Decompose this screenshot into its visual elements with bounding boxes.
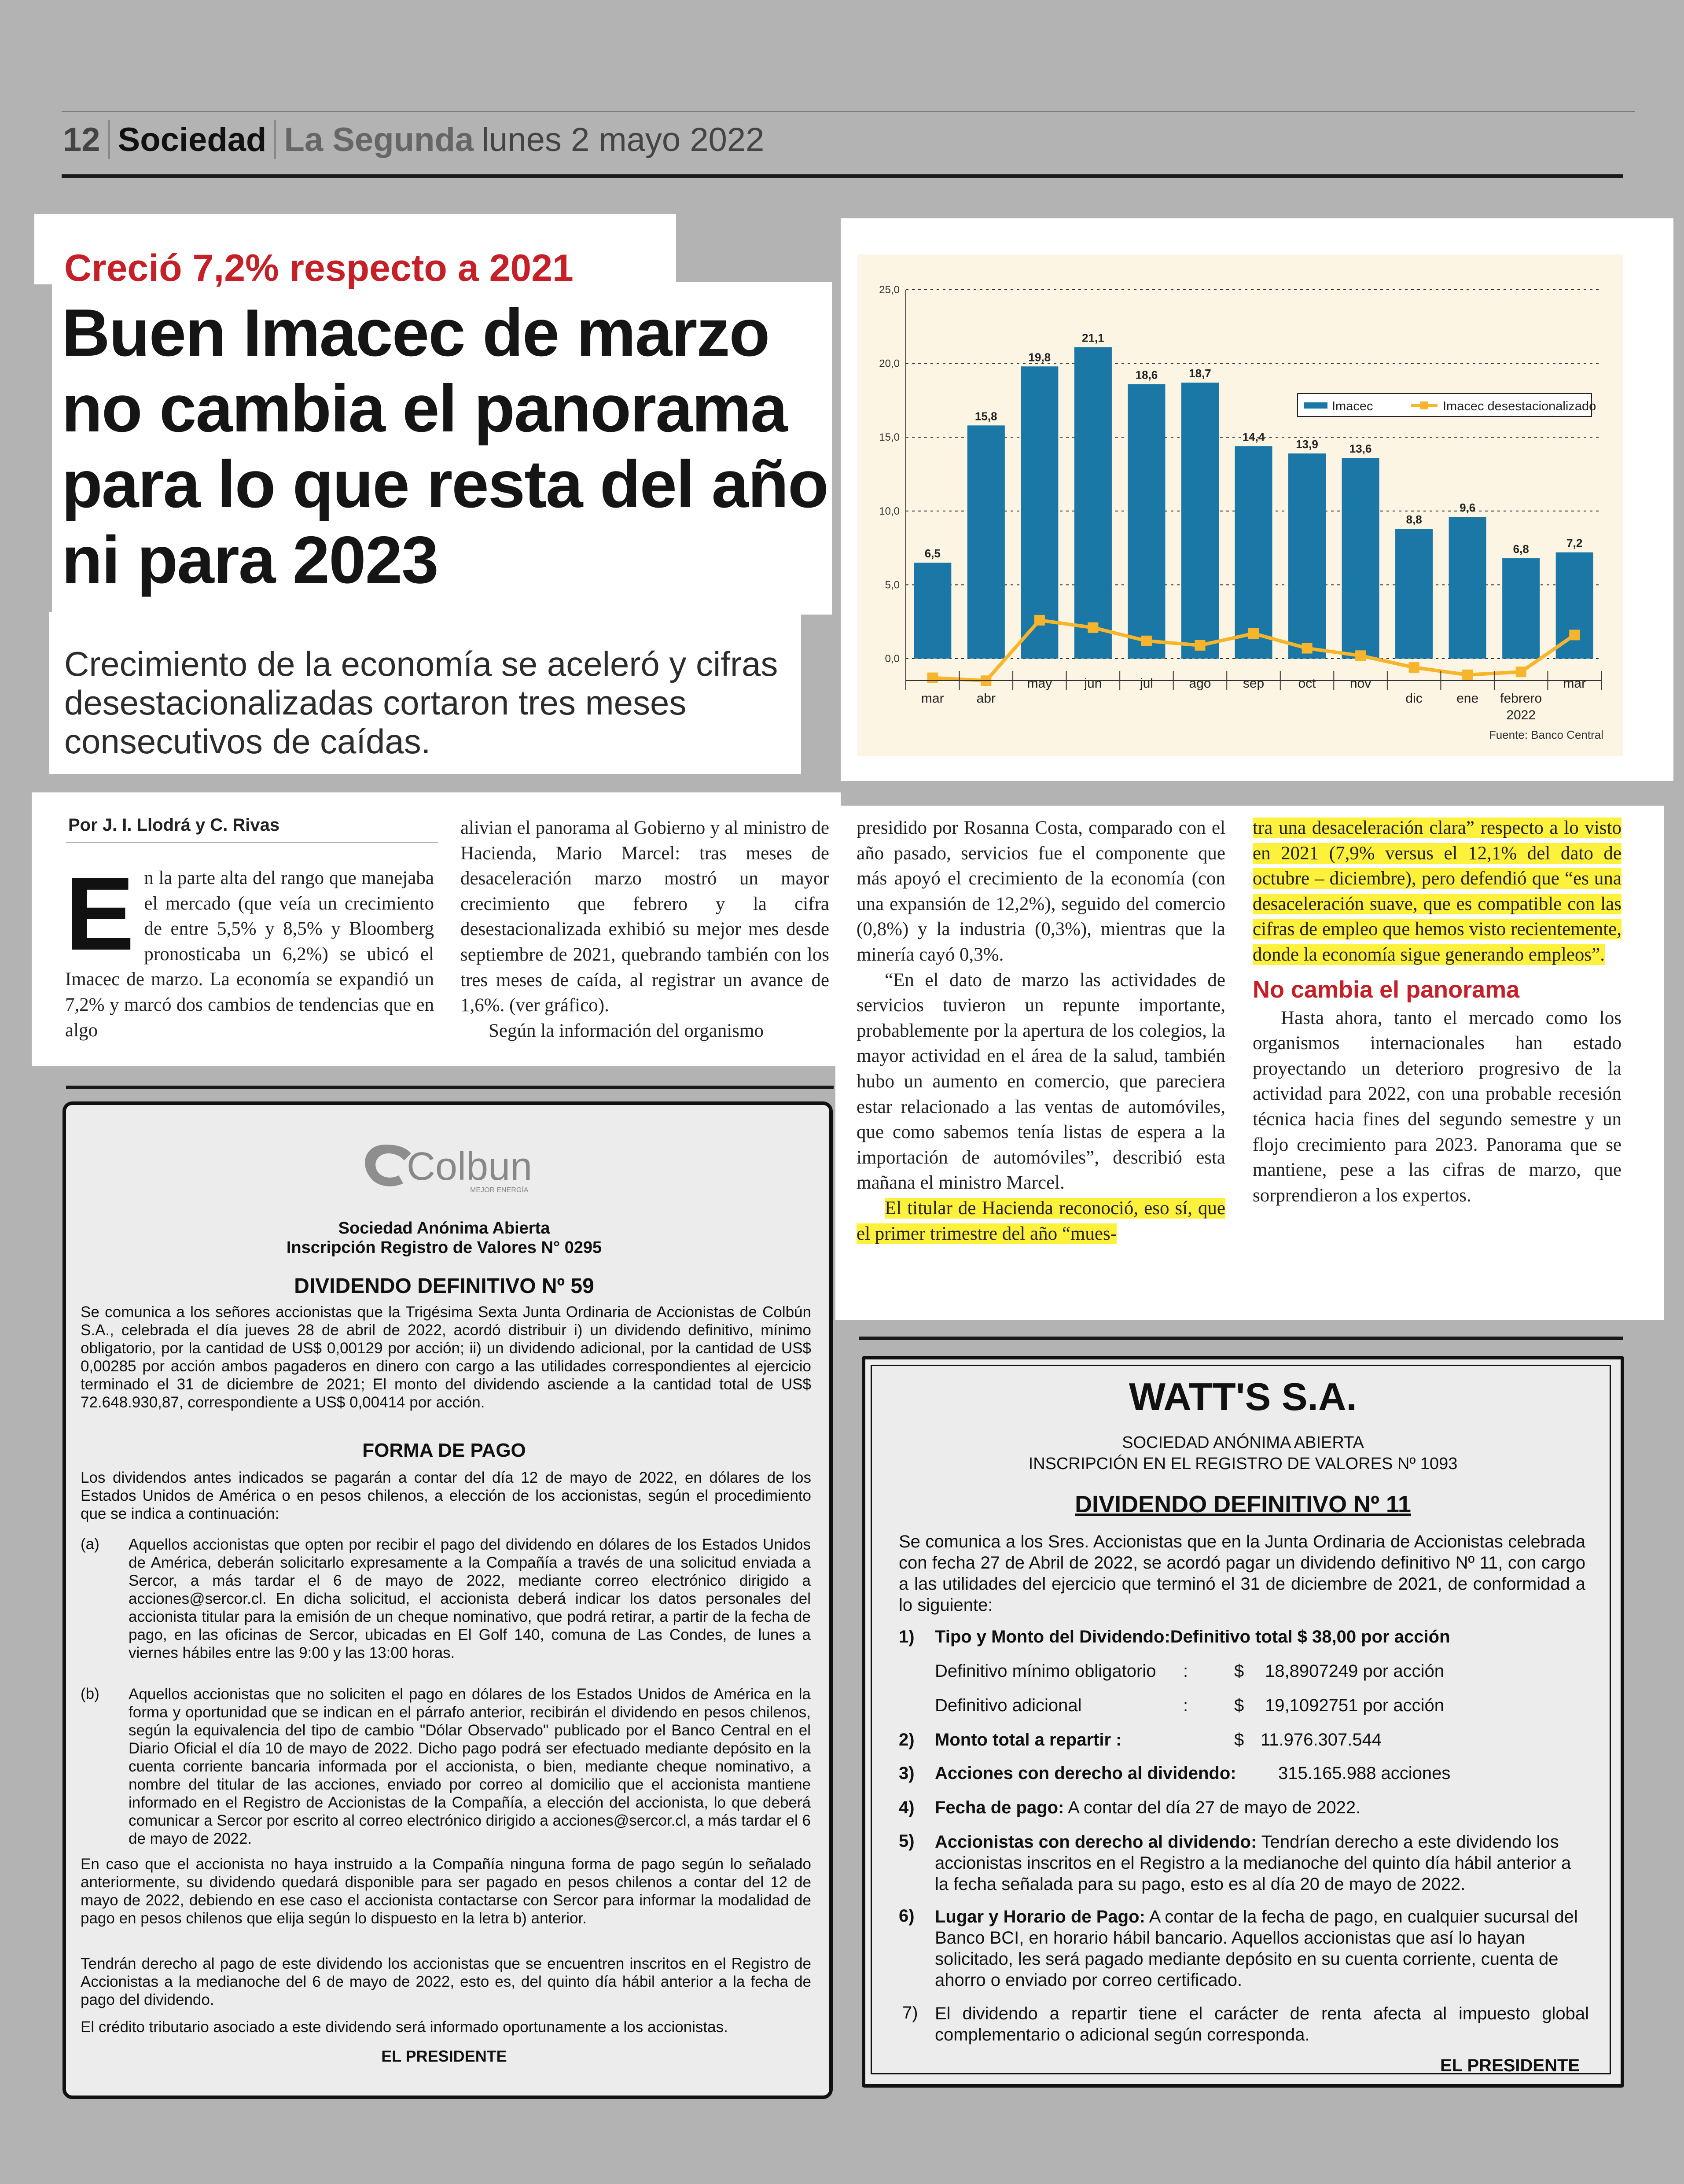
colbun-title: DIVIDENDO DEFINITIVO Nº 59 [294,1274,594,1298]
bar [1288,453,1326,659]
x-tick-label: febrero [1500,691,1542,706]
watts-company: WATT'S S.A. [1129,1375,1357,1418]
watts-item-4 [935,1798,1360,1818]
bar [1074,347,1112,659]
y-tick-label: 0,0 [885,653,900,665]
page-header [63,115,1621,164]
watts-item-7: El dividendo a repartir tiene el carácter de renta afecta al impuesto global complementario o adicional según corresponda. [935,2004,1589,2044]
y-tick-label: 5,0 [885,579,900,591]
watts-intro: Se comunica a los Sres. Accionistas que en la Junta Ordinaria de Accionistas celebrada con fecha 27 de Abril de 2022, se acordó pagar un dividendo definitivo Nº 11, con cargo a las utilidades del ejercicio que terminó el 31 de diciembre de 2021, de conformidad a lo siguiente: [899,1532,1585,1615]
desest-point [1355,650,1366,661]
bar-value-label: 18,7 [1189,367,1211,380]
watts-item-number: 4) [899,1798,915,1817]
colbun-wordmark: Colbun [407,1145,533,1189]
bar [1342,458,1379,659]
colbun-item-a-label: (a) [81,1536,99,1553]
x-tick-label: nov [1349,676,1371,691]
imacec-chart [857,254,1623,756]
article-byline: Por J. I. Llodrá y C. Rivas [68,815,280,835]
bar [1128,384,1165,659]
watts-item-5-label: Accionistas con derecho al dividendo: [935,1832,1257,1852]
watts-item-2-label: Monto total a repartir : [935,1730,1122,1749]
bar-value-label: 15,8 [975,409,997,423]
watts-item-5 [935,1831,1589,1895]
legend-marker-desest [1420,401,1428,409]
article-column-4 [1253,815,1621,1208]
header-rule [62,174,1623,178]
bar-value-label: 14,4 [1242,430,1265,444]
legend-swatch-imacec [1304,402,1327,409]
watts-signature: EL PRESIDENTE [1440,2056,1580,2075]
colbun-intro: Se comunica a los señores accionistas que la Trigésima Sexta Junta Ordinaria de Accionistas de Colbún S.A., celebrada el día jueves 28 de abril de 2022, acordó distribuir i) un dividendo definitivo, mínimo obligatorio, por la cantidad de US$ 0,00129 por acción; ii) un dividendo adicional, por la cantidad de US$ 0,00285 por acción ambos pagaderos en dinero con cargo a las utilidades correspondientes al ejercicio terminado el 31 de diciembre de 2021; El monto del dividendo asciende a la cantidad total de US$ 72.648.930,87, correspondiente a US$ 0,00414 por acción. [81,1304,811,1411]
section-subtitle: No cambia el panorama [1253,976,1520,1003]
watts-item-number: 2) [899,1730,915,1749]
bar-value-label: 19,8 [1028,350,1051,364]
article-column-3 [857,815,1225,1246]
watts-item-number: 5) [899,1831,915,1851]
ad-top-rule [859,1337,1623,1340]
ad-top-rule [66,1086,834,1089]
desest-point [1195,640,1205,651]
x-tick-label: ago [1189,676,1211,691]
bar [914,563,951,659]
desest-point [1409,662,1419,673]
header-divider [274,120,276,159]
watts-item-number: 7) [902,2003,918,2022]
chart-source: Fuente: Banco Central [1489,728,1603,741]
desest-point [1516,667,1526,677]
column-2-paragraph: Según la información del organismo [489,1020,764,1041]
watts-item-5-value: Tendrían derecho a este dividendo los accionistas inscritos en el Registro a la medianoche del quinto día hábil anterior a la fecha señalada para su pago, esto es al día 20 de mayo de 2022. [935,1832,1571,1894]
highlighted-quote: El titular de Hacienda reconoció, eso sí, que el primer trimestre del año “mues- [857,1197,1225,1244]
watts-item-6-label: Lugar y Horario de Pago: [935,1907,1145,1926]
bar-value-label: 8,8 [1406,513,1422,527]
bar-value-label: 6,5 [924,547,941,560]
watts-currency: $ [1234,1661,1244,1681]
section-name: Sociedad [118,121,267,158]
highlighted-quote: tra una desaceleración clara” respecto a lo visto en 2021 (7,9% versus el 12,1% del dato de octubre – diciembre), pero defendió que “es una desaceleración suave, que es compatible con las cifras de empleo que hemos visto recientemente, donde la economía sigue generando empleos”. [1253,818,1621,965]
legend-label-desest: Imacec desestacionalizado [1443,399,1596,413]
header-divider [108,120,110,159]
watts-item-1b-label: Definitivo adicional [935,1696,1082,1715]
column-1-text: n la parte alta del rango que manejaba el mercado (que veía un crecimiento de entre 5,5% y 8,5% y Bloomberg pronosticaba un 6,2%) se ubicó el Imacec de marzo. La economía se expandió un 7,2% y marcó dos cambios de tendencias que en algo [65,868,434,1041]
bar-value-label: 13,6 [1349,442,1372,456]
drop-cap: E [65,856,135,972]
bar [1021,366,1058,659]
x-tick-label: mar [1563,676,1586,691]
desest-point [1462,670,1473,680]
watts-currency: $ [1234,1696,1244,1715]
bar [1449,517,1486,659]
bar [1502,558,1540,659]
bar-value-label: 7,2 [1566,536,1583,550]
column-2-paragraph: alivian el panorama al Gobierno y al ministro de Hacienda, Mario Marcel: tras meses de desaceleración marzo mostró un mayor crecimiento que febrero y la cifra desestacionalizada exhibió su mejor mes desde septiembre de 2021, quebrando también con los tres meses de caída, al registrar un avance de 1,6%. (ver gráfico). [460,818,829,1016]
watts-currency: $ [1234,1730,1244,1749]
desest-point [1569,630,1580,640]
chart-legend [1298,394,1596,416]
colbun-payment-intro: Los dividendos antes indicados se pagarán a contar del día 12 de mayo de 2022, en dólares de los Estados Unidos de América o en pesos chilenos, a elección de los accionistas, según el procedimiento que se indica a continuación: [81,1469,811,1522]
x-tick-label: sep [1243,676,1265,691]
watts-item-1a-label: Definitivo mínimo obligatorio [935,1661,1156,1681]
watts-item-2-value: 11.976.307.544 [1261,1730,1382,1749]
colbun-company: Sociedad Anónima Abierta [338,1219,550,1237]
x-tick-label: ene [1456,691,1479,706]
watts-registry: INSCRIPCIÓN EN EL REGISTRO DE VALORES Nº 1093 [1028,1455,1458,1473]
watts-item-4-value: A contar del día 27 de mayo de 2022. [1064,1798,1361,1817]
article-headline: Buen Imacec de marzo no cambia el panorama para lo que resta del año ni para 2023 [62,295,828,597]
watts-colon: : [1183,1661,1188,1681]
watts-item-number: 3) [899,1764,915,1783]
watts-colon: : [1183,1696,1188,1715]
watts-item-6 [935,1906,1589,1991]
colbun-para-2: Tendrán derecho al pago de este dividendo los accionistas que se encuentren inscritos en el Registro de Accionistas a la medianoche del 6 de mayo de 2022, esto es, del quinto día hábil anterior a la fecha de pago del dividendo. [81,1955,811,2008]
watts-item-3-label: Acciones con derecho al dividendo: [935,1764,1236,1783]
watts-title: DIVIDENDO DEFINITIVO Nº 11 [1075,1491,1411,1517]
article-column-2 [460,815,829,1043]
desest-point [1034,615,1045,626]
issue-date: lunes 2 mayo 2022 [482,121,765,158]
colbun-para-3: El crédito tributario asociado a este dividendo será informado oportunamente a los accionistas. [81,2018,728,2036]
colbun-logo [355,1131,540,1206]
desest-point [1248,628,1259,639]
y-tick-label: 15,0 [879,431,900,444]
y-tick-label: 10,0 [879,505,900,517]
colbun-payment-title: FORMA DE PAGO [362,1440,526,1461]
bar-value-label: 18,6 [1135,368,1158,382]
bar-value-label: 13,9 [1296,438,1318,451]
colbun-signature: EL PRESIDENTE [381,2047,507,2065]
colbun-item-a: Aquellos accionistas que opten por recibir el pago del dividendo en dólares de los Estados Unidos de América, deberán solicitarlo expresamente a la Compañía a través de una solicitud enviada a Sercor, a más tardar el 6 de mayo de 2022, mediante correo electrónico dirigido a acciones@sercor.cl. En dicha solicitud, el accionista deberá indicar los datos personales del accionista titular para la emisión de un cheque nominativo, que podrá retirar, a partir de la fecha de pago, en las oficinas de Sercor, ubicadas en El Golf 140, comuna de Las Condes, de lunes a viernes hábiles entre las 9:00 y las 13:00 horas. [129,1536,811,1661]
colbun-item-b-label: (b) [81,1685,99,1702]
x-tick-label: jun [1084,676,1102,691]
column-4-paragraph: Hasta ahora, tanto el mercado como los organismos internacionales han estado proyectando un deterioro progresivo de la actividad para 2022, con una probable recesión técnica hacia fines del segundo semestre y un flojo crecimiento para 2023. Panorama que se mantiene, pese a las cifras de marzo, que sorprendieron a los expertos. [1253,1007,1621,1206]
desest-point [1141,636,1152,646]
watts-item-number: 6) [899,1906,915,1926]
bar-value-label: 21,1 [1082,331,1104,345]
publication-name: La Segunda [284,121,474,158]
bar-value-label: 9,6 [1460,501,1476,515]
legend-label-imacec: Imacec [1332,399,1373,413]
year-label: 2022 [1506,708,1536,722]
colbun-item-b: Aquellos accionistas que no soliciten el pago en dólares de los Estados Unidos de América en la forma y oportunidad que se indican en el párrafo anterior, recibirán el dividendo en pesos chilenos, según la equivalencia del tipo de cambio "Dólar Observado" publicado por el Banco Central en el Diario Oficial el día 10 de mayo de 2022. Dicho pago podrá ser efectuado mediante depósito en la cuenta corriente bancaria informada por el accionista, o bien, mediante cheque nominativo, a nombre del titular de las acciones, enviado por correo al domicilio que el accionista mantiene informado en el Registro de Accionistas de la Compañía, a elección del accionista, lo que deberá comunicar a Sercor por escrito al correo electrónico dirigido a acciones@sercor.cl, a más tardar el 6 de mayo de 2022. [129,1686,811,1847]
y-tick-label: 25,0 [879,284,900,296]
article-column-1 [65,856,434,1043]
watts-item-1a-value: 18,8907249 por acción [1265,1661,1444,1681]
desest-point [1088,622,1098,633]
x-tick-label: oct [1298,676,1316,691]
article-subhead: Crecimiento de la economía se aceleró y cifras desestacionalizadas cortaron tres meses consecutivos de caídas. [64,645,778,761]
desest-point [1302,643,1313,654]
y-tick-label: 20,0 [879,357,900,370]
column-3-paragraph: presidido por Rosanna Costa, comparado con el año pasado, servicios fue el componente que más apoyó el crecimiento de la economía (con una expansión de 12,2%), seguido del comercio (0,8%) y la industria (0,3%), mientras que la minería cayó 0,3%. [857,818,1225,965]
watts-type: SOCIEDAD ANÓNIMA ABIERTA [1122,1433,1364,1452]
bar [1235,446,1272,659]
x-tick-label: abr [976,691,996,706]
x-tick-label: may [1027,676,1052,691]
watts-item-3-value: 315.165.988 acciones [1278,1764,1451,1783]
bar-value-label: 6,8 [1513,542,1529,556]
colbun-tagline: MEJOR ENERGÍA [470,1186,529,1194]
bar [1395,529,1433,659]
desest-point [927,673,938,683]
article-kicker: Creció 7,2% respecto a 2021 [64,247,574,289]
x-tick-label: jul [1140,676,1153,691]
watts-item-1b-value: 19,1092751 por acción [1265,1696,1444,1715]
watts-item-6-value: A contar de la fecha de pago, en cualquier sucursal del Banco BCI, en horario hábil bancario. Aquellos accionistas que así lo hayan solicitado, les será pagado mediante depósito en su cuenta corriente, cuenta de ahorro o enviado por correo certificado. [935,1907,1578,1990]
page-number: 12 [63,121,100,158]
colbun-swirl-icon [365,1145,411,1186]
watts-item-number: 1) [899,1627,915,1646]
colbun-para-1: En caso que el accionista no haya instruido a la Compañía ninguna forma de pago según lo señalado anteriormente, su dividendo quedará disponible para ser pagado en pesos chilenos a contar del 12 de mayo de 2022, debiendo en ese caso el accionista contactarse con Sercor para informar la modalidad de pago en pesos chilenos que elija según lo dispuesto en la letra b) anterior. [81,1856,811,1927]
watts-item-1: Tipo y Monto del Dividendo:Definitivo total $ 38,00 por acción [935,1627,1450,1646]
bar [967,425,1005,659]
bar [1181,383,1219,659]
column-3-paragraph: “En el dato de marzo las actividades de servicios tuvieron un repunte importante, probablemente por la apertura de los colegios, la mayor actividad en el área de la salud, también hubo un aumento en comercio, que pareciera estar relacionado a las ventas de automóviles, que como sabemos tenía listas de espera a la importación de automóviles”, describió esta mañana el ministro Marcel. [857,969,1225,1193]
x-tick-label: mar [921,691,944,706]
colbun-registry: Inscripción Registro de Valores N° 0295 [286,1238,602,1257]
watts-item-4-label: Fecha de pago: [935,1798,1064,1817]
x-tick-label: dic [1405,691,1423,706]
